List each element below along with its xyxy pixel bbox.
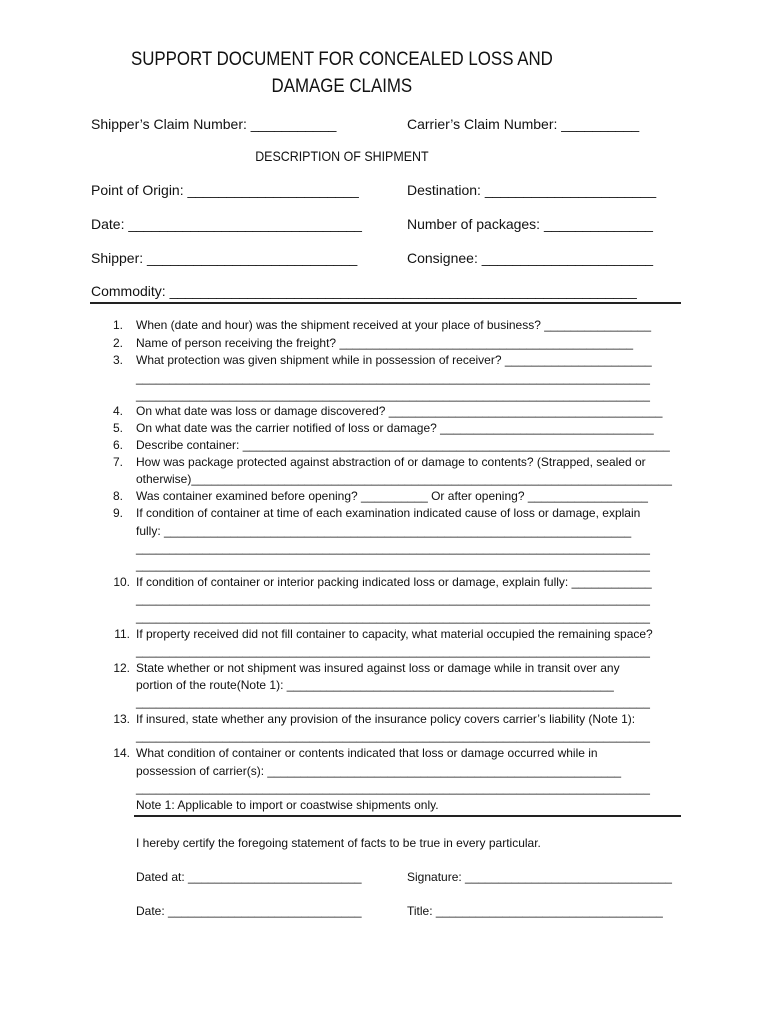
question-4[interactable]: On what date was loss or damage discovered? _________________________________________: [136, 404, 663, 418]
question-1-number: 1.: [112, 318, 123, 332]
question-14[interactable]: What condition of container or contents indicated that loss or damage occurred while in: [136, 746, 598, 760]
question-12-number: 12.: [113, 661, 130, 675]
question-3-line-3[interactable]: _____________________________________________________________________________: [136, 388, 650, 402]
signature-date-field[interactable]: Date: _____________________________: [136, 904, 362, 918]
question-12-line-2[interactable]: portion of the route(Note 1): _________________________________________________: [136, 678, 614, 692]
date-field[interactable]: Date: ______________________________: [91, 216, 362, 232]
certification-statement: I hereby certify the foregoing statement of facts to be true in every particular.: [136, 836, 541, 850]
question-9-line-2[interactable]: fully: ______________________________________________________________________: [136, 524, 632, 538]
number-of-packages-field[interactable]: Number of packages: ______________: [407, 216, 653, 232]
consignee-field[interactable]: Consignee: ______________________: [407, 250, 654, 266]
question-1[interactable]: When (date and hour) was the shipment received at your place of business? ________________: [136, 318, 652, 332]
question-14-line-3[interactable]: _____________________________________________________________________________: [136, 781, 650, 795]
question-11-number: 11.: [114, 627, 130, 641]
question-12[interactable]: State whether or not shipment was insured against loss or damage while in transit over any: [136, 661, 620, 675]
shipper-field[interactable]: Shipper: ___________________________: [91, 250, 358, 266]
question-14-line-2[interactable]: possession of carrier(s): _____________________________________________________: [136, 764, 622, 778]
question-10[interactable]: If condition of container or interior packing indicated loss or damage, explain fully: ____________: [136, 575, 652, 589]
question-13-line-2[interactable]: _____________________________________________________________________________: [136, 729, 650, 743]
question-10-line-3[interactable]: _____________________________________________________________________________: [136, 610, 650, 624]
question-3-line-2[interactable]: _____________________________________________________________________________: [136, 371, 650, 385]
question-11[interactable]: If property received did not fill container to capacity, what material occupied the remaining space?: [136, 627, 653, 641]
point-of-origin-field[interactable]: Point of Origin: ______________________: [91, 182, 359, 198]
commodity-field[interactable]: Commodity: ____________________________________________________________: [91, 283, 637, 299]
question-14-number: 14.: [113, 746, 130, 760]
question-9-number: 9.: [112, 506, 123, 520]
question-4-number: 4.: [112, 404, 123, 418]
question-10-number: 10.: [113, 575, 130, 589]
shipper-claim-field[interactable]: Shipper’s Claim Number: ___________: [91, 116, 337, 132]
question-6[interactable]: Describe container: ________________________________________________________________: [136, 438, 670, 452]
signature-field[interactable]: Signature: _______________________________: [407, 870, 672, 884]
question-12-line-3[interactable]: _____________________________________________________________________________: [136, 695, 650, 709]
question-2[interactable]: Name of person receiving the freight? ____________________________________________: [136, 336, 634, 350]
question-5[interactable]: On what date was the carrier notified of loss or damage? ________________________________: [136, 421, 654, 435]
question-9[interactable]: If condition of container at time of each examination indicated cause of loss or damage, explain: [136, 506, 641, 520]
question-13-number: 13.: [113, 712, 130, 726]
question-13[interactable]: If insured, state whether any provision of the insurance policy covers carrier’s liability (Note 1):: [136, 712, 636, 726]
section-divider: [90, 302, 681, 304]
question-9-line-3[interactable]: _____________________________________________________________________________: [136, 541, 650, 555]
carrier-claim-field[interactable]: Carrier’s Claim Number: __________: [407, 116, 640, 132]
question-5-number: 5.: [112, 421, 123, 435]
question-9-line-4[interactable]: _____________________________________________________________________________: [136, 558, 650, 572]
question-7-line-2[interactable]: otherwise)________________________________________________________________________: [136, 472, 672, 486]
question-3[interactable]: What protection was given shipment while in possession of receiver? ______________________: [136, 353, 652, 367]
dated-at-field[interactable]: Dated at: __________________________: [136, 870, 362, 884]
question-7-number: 7.: [112, 455, 123, 469]
question-7[interactable]: How was package protected against abstraction of or damage to contents? (Strapped, sealed or: [136, 455, 646, 469]
note-1: Note 1: Applicable to import or coastwise shipments only.: [136, 798, 439, 812]
question-10-line-2[interactable]: _____________________________________________________________________________: [136, 592, 650, 606]
destination-field[interactable]: Destination: ______________________: [407, 182, 657, 198]
question-6-number: 6.: [112, 438, 123, 452]
question-8-number: 8.: [112, 489, 123, 503]
document-title-line1: SUPPORT DOCUMENT FOR CONCEALED LOSS AND: [130, 49, 553, 70]
question-2-number: 2.: [112, 336, 123, 350]
question-8[interactable]: Was container examined before opening? __________ Or after opening? __________________: [136, 489, 648, 503]
question-3-number: 3.: [112, 353, 123, 367]
title-field[interactable]: Title: __________________________________: [407, 904, 663, 918]
section-heading: DESCRIPTION OF SHIPMENT: [255, 148, 429, 164]
question-11-line-2[interactable]: _____________________________________________________________________________: [136, 644, 650, 658]
note-divider: [134, 815, 681, 817]
document-title-line2: DAMAGE CLAIMS: [271, 76, 413, 97]
